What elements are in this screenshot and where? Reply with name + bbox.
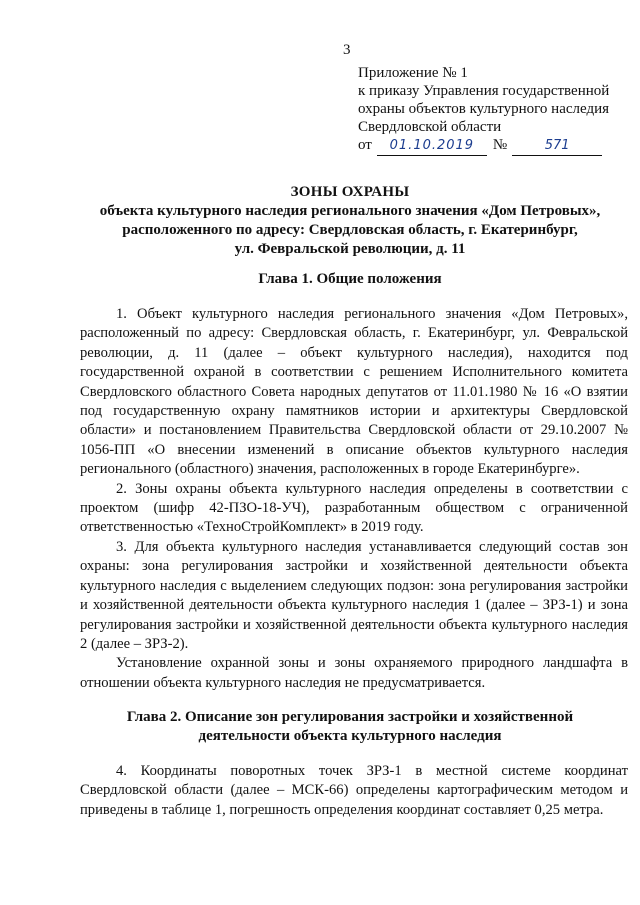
chapter-2-heading-line-2: деятельности объекта культурного наследия — [198, 728, 502, 744]
appendix-block — [358, 64, 609, 156]
paragraph-1: 1. Объект культурного наследия регионального значения «Дом Петровых», расположенный по адресу: Свердловская область, г. Екатеринбург, ул. Февральской революции, д. 11 (далее – объект культурного наследия), находится под государственной охраной в соответствии с решением Исполнительного комитета Свердловского областного Совета народных депутатов от 11.01.1980 № 16 «О взятии под государственную охрану памятников истории и архитектуры Свердловской области» и постановлением Правительства Свердловской области от 29.10.2007 № 1056-ПП «О внесении изменений в описание объектов культурного наследия регионального (областного) значения, расположенных в городе Екатеринбурге». — [80, 306, 628, 478]
paragraph-3: 3. Для объекта культурного наследия устанавливается следующий состав зон охраны: зона регулирования застройки и хозяйственной деятельности объекта культурного наследия с выделением следующих подзон: зона регулирования застройки и хозяйственной деятельности объекта культурного наследия 1 (далее – ЗРЗ-1) и зона регулирования застройки и хозяйственной деятельности объекта культурного наследия 2 (далее – ЗРЗ-2). — [80, 538, 628, 652]
chapter-1-body — [80, 305, 628, 693]
paragraph-4: Установление охранной зоны и зоны охраняемого природного ландшафта в отношении объекта культурного наследия не предусматривается. — [80, 655, 628, 691]
document-title-block — [70, 183, 630, 259]
chapter-2-heading — [70, 708, 630, 746]
number-label: № — [492, 137, 508, 153]
from-label: от — [358, 137, 372, 153]
appendix-line-3: охраны объектов культурного наследия — [358, 101, 610, 117]
appendix-line-2: к приказу Управления государственной — [358, 83, 610, 99]
chapter-2-heading-line-1: Глава 2. Описание зон регулирования застройки и хозяйственной — [126, 709, 574, 725]
chapter-2-body — [80, 762, 628, 820]
handwritten-number: 571 — [512, 137, 602, 156]
appendix-line-1: Приложение № 1 — [358, 65, 468, 81]
chapter-1-heading: Глава 1. Общие положения — [258, 271, 442, 287]
document-title: ЗОНЫ ОХРАНЫ — [290, 184, 410, 200]
appendix-line-4: Свердловской области — [358, 119, 502, 135]
title-line-4: ул. Февральской революции, д. 11 — [234, 241, 466, 257]
title-line-3: расположенного по адресу: Свердловская область, г. Екатеринбург, — [122, 222, 578, 238]
paragraph-5: 4. Координаты поворотных точек ЗРЗ-1 в местной системе координат Свердловской области (далее – МСК-66) определены картографическим методом и приведены в таблице 1, погрешность определения координат составляет 0,25 метра. — [80, 763, 628, 818]
handwritten-date: 01.10.2019 — [377, 137, 487, 156]
paragraph-2: 2. Зоны охраны объекта культурного наследия определены в соответствии с проектом (шифр 42-ПЗО-18-УЧ), разработанным обществом с ограниченной ответственностью «ТехноСтройКомплект» в 2019 году. — [80, 480, 628, 536]
title-line-2: объекта культурного наследия регионального значения «Дом Петровых», — [99, 203, 601, 219]
page-number: 3 — [343, 42, 351, 58]
order-date-number-row — [358, 136, 609, 156]
